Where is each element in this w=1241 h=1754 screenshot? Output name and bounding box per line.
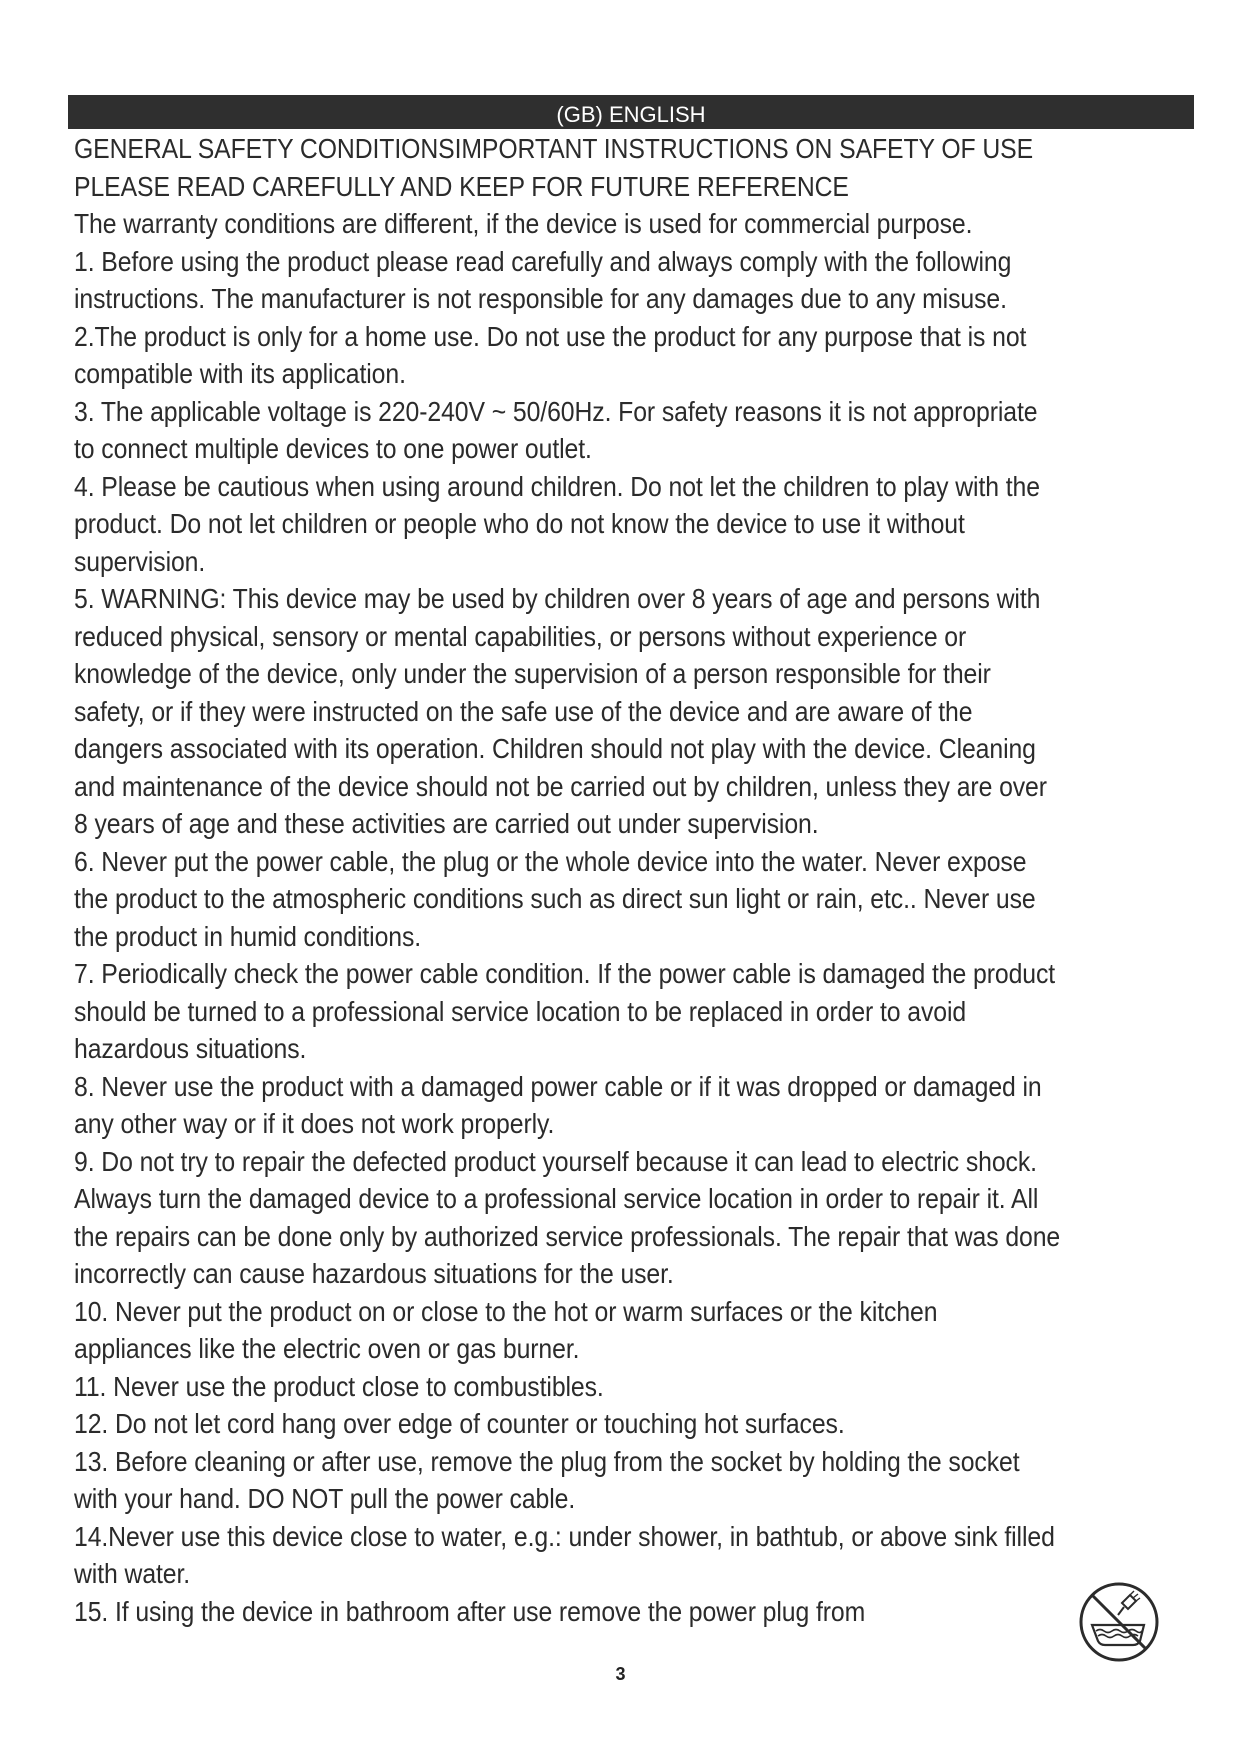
text-line: 5. WARNING: This device may be used by children over 8 years of age and persons with — [74, 583, 1041, 614]
text-line: 6. Never put the power cable, the plug or the whole device into the water. Never expose — [74, 845, 1027, 877]
text-line: 10. Never put the product on or close to the hot or warm surfaces or the kitchen — [74, 1295, 938, 1327]
text-line: 4. Please be cautious when using around children. Do not let the children to play with the — [74, 470, 1040, 502]
text-line: supervision. — [74, 545, 206, 577]
text-line: 14.Never use this device close to water, e.g.: under shower, in bathtub, or above sink filled — [74, 1520, 1055, 1552]
text-line: 8. Never use the product with a damaged power cable or if it was dropped or damaged in — [74, 1070, 1042, 1102]
text-line: instructions. The manufacturer is not responsible for any damages due to any misuse. — [74, 283, 1007, 314]
text-line: product. Do not let children or people who do not know the device to use it without — [74, 508, 965, 539]
text-line: and maintenance of the device should not be carried out by children, unless they are over — [74, 770, 1047, 802]
text-line: safety, or if they were instructed on the safe use of the device and are aware of the — [74, 695, 973, 727]
text-line: should be turned to a professional service location to be replaced in order to avoid — [74, 995, 967, 1027]
text-line: Always turn the damaged device to a professional service location in order to repair it. All — [74, 1183, 1039, 1214]
text-line: the product in humid conditions. — [74, 920, 422, 952]
text-line: 13. Before cleaning or after use, remove the plug from the socket by holding the socket — [74, 1445, 1020, 1477]
text-line: incorrectly can cause hazardous situations for the user. — [74, 1258, 674, 1289]
text-line: reduced physical, sensory or mental capabilities, or persons without experience or — [74, 620, 967, 652]
text-line: hazardous situations. — [74, 1033, 307, 1064]
text-line: 15. If using the device in bathroom after use remove the power plug from — [74, 1595, 866, 1627]
language-label: (GB) ENGLISH — [556, 102, 706, 127]
page-number: 3 — [615, 1664, 626, 1684]
text-line: the product to the atmospheric conditions such as direct sun light or rain, etc.. Never use — [74, 883, 1036, 914]
safety-instructions-text — [74, 130, 1062, 1630]
text-line: 8 years of age and these activities are carried out under supervision. — [74, 808, 819, 839]
text-line: 2.The product is only for a home use. Do not use the product for any purpose that is not — [74, 320, 1027, 352]
text-line: knowledge of the device, only under the supervision of a person responsible for their — [74, 658, 991, 689]
text-line: dangers associated with its operation. Children should not play with the device. Cleaning — [74, 733, 1036, 764]
text-line: appliances like the electric oven or gas burner. — [74, 1333, 580, 1364]
text-line: compatible with its application. — [74, 358, 406, 389]
text-line: 9. Do not try to repair the defected product yourself because it can lead to electric shock. — [74, 1145, 1037, 1177]
text-line: 1. Before using the product please read carefully and always comply with the following — [74, 245, 1012, 277]
text-line: 12. Do not let cord hang over edge of counter or touching hot surfaces. — [74, 1408, 845, 1439]
text-line: 3. The applicable voltage is 220-240V ~ 50/60Hz. For safety reasons it is not appropriate — [74, 395, 1038, 427]
text-line: the repairs can be done only by authorized service professionals. The repair that was done — [74, 1220, 1061, 1252]
text-line: 7. Periodically check the power cable condition. If the power cable is damaged the product — [74, 958, 1056, 989]
text-line: with water. — [74, 1558, 191, 1589]
text-line: GENERAL SAFETY CONDITIONSIMPORTANT INSTRUCTIONS ON SAFETY OF USE — [74, 133, 1034, 164]
language-header-bar — [68, 95, 1194, 129]
text-line: The warranty conditions are different, if the device is used for commercial purpose. — [74, 208, 973, 239]
text-line: with your hand. DO NOT pull the power cable. — [74, 1483, 576, 1514]
text-line: 11. Never use the product close to combustibles. — [74, 1370, 604, 1402]
text-line: PLEASE READ CAREFULLY AND KEEP FOR FUTURE REFERENCE — [74, 170, 849, 202]
text-line: to connect multiple devices to one power outlet. — [74, 433, 592, 464]
no-water-bath-icon — [1078, 1581, 1160, 1663]
text-line: any other way or if it does not work properly. — [74, 1108, 555, 1139]
